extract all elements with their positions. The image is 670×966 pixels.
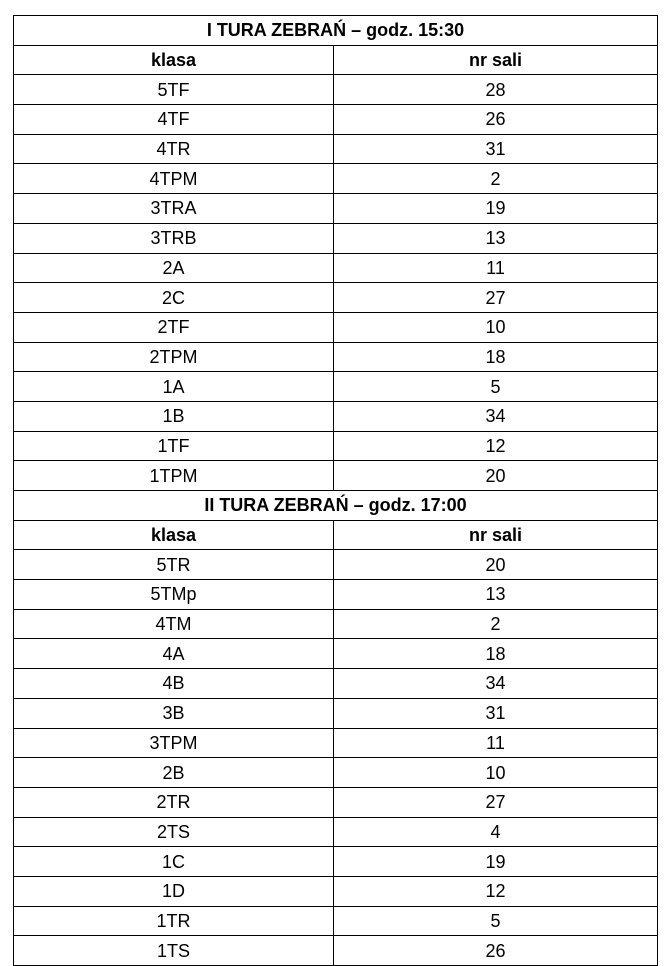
room-cell: 18	[334, 639, 658, 669]
schedule-table	[13, 15, 658, 966]
table-row	[14, 758, 658, 788]
room-cell: 20	[334, 550, 658, 580]
class-cell: 2TPM	[14, 342, 334, 372]
room-cell: 5	[334, 906, 658, 936]
room-cell: 12	[334, 431, 658, 461]
class-cell: 3TPM	[14, 728, 334, 758]
section-title: I TURA ZEBRAŃ – godz. 15:30	[14, 16, 658, 46]
class-cell: 2C	[14, 283, 334, 313]
table-row	[14, 401, 658, 431]
column-header-room: nr sali	[334, 45, 658, 75]
room-cell: 20	[334, 461, 658, 491]
room-cell: 13	[334, 223, 658, 253]
table-row	[14, 639, 658, 669]
column-header-room: nr sali	[334, 520, 658, 550]
table-row	[14, 75, 658, 105]
class-cell: 4TM	[14, 609, 334, 639]
class-cell: 2TF	[14, 312, 334, 342]
room-cell: 31	[334, 698, 658, 728]
section-title-row	[14, 491, 658, 521]
table-row	[14, 223, 658, 253]
table-row	[14, 194, 658, 224]
table-row	[14, 787, 658, 817]
room-cell: 10	[334, 758, 658, 788]
class-cell: 3TRA	[14, 194, 334, 224]
class-cell: 1B	[14, 401, 334, 431]
table-row	[14, 906, 658, 936]
table-row	[14, 728, 658, 758]
class-cell: 1TR	[14, 906, 334, 936]
class-cell: 1C	[14, 847, 334, 877]
room-cell: 28	[334, 75, 658, 105]
room-cell: 2	[334, 609, 658, 639]
class-cell: 3B	[14, 698, 334, 728]
room-cell: 11	[334, 253, 658, 283]
room-cell: 26	[334, 105, 658, 135]
class-cell: 4TPM	[14, 164, 334, 194]
column-header-class: klasa	[14, 45, 334, 75]
room-cell: 31	[334, 134, 658, 164]
table-row	[14, 134, 658, 164]
class-cell: 1TF	[14, 431, 334, 461]
table-row	[14, 342, 658, 372]
class-cell: 4B	[14, 669, 334, 699]
table-row	[14, 936, 658, 966]
table-row	[14, 253, 658, 283]
table-row	[14, 817, 658, 847]
room-cell: 11	[334, 728, 658, 758]
header-row	[14, 520, 658, 550]
meeting-schedule	[13, 15, 657, 966]
table-row	[14, 164, 658, 194]
class-cell: 2A	[14, 253, 334, 283]
class-cell: 5TMp	[14, 580, 334, 610]
section-title-row	[14, 16, 658, 46]
class-cell: 5TF	[14, 75, 334, 105]
room-cell: 4	[334, 817, 658, 847]
table-row	[14, 876, 658, 906]
class-cell: 1D	[14, 876, 334, 906]
table-row	[14, 669, 658, 699]
room-cell: 34	[334, 401, 658, 431]
table-row	[14, 105, 658, 135]
table-row	[14, 312, 658, 342]
table-row	[14, 698, 658, 728]
class-cell: 3TRB	[14, 223, 334, 253]
header-row	[14, 45, 658, 75]
class-cell: 2B	[14, 758, 334, 788]
column-header-class: klasa	[14, 520, 334, 550]
class-cell: 1TPM	[14, 461, 334, 491]
table-row	[14, 847, 658, 877]
class-cell: 2TR	[14, 787, 334, 817]
table-row	[14, 283, 658, 313]
room-cell: 10	[334, 312, 658, 342]
table-row	[14, 372, 658, 402]
schedule-table-body	[14, 16, 658, 966]
room-cell: 19	[334, 847, 658, 877]
room-cell: 27	[334, 283, 658, 313]
room-cell: 5	[334, 372, 658, 402]
room-cell: 27	[334, 787, 658, 817]
table-row	[14, 461, 658, 491]
class-cell: 4A	[14, 639, 334, 669]
room-cell: 34	[334, 669, 658, 699]
class-cell: 1TS	[14, 936, 334, 966]
room-cell: 19	[334, 194, 658, 224]
room-cell: 12	[334, 876, 658, 906]
section-title: II TURA ZEBRAŃ – godz. 17:00	[14, 491, 658, 521]
table-row	[14, 431, 658, 461]
table-row	[14, 550, 658, 580]
room-cell: 18	[334, 342, 658, 372]
table-row	[14, 580, 658, 610]
class-cell: 4TF	[14, 105, 334, 135]
room-cell: 26	[334, 936, 658, 966]
table-row	[14, 609, 658, 639]
class-cell: 5TR	[14, 550, 334, 580]
class-cell: 1A	[14, 372, 334, 402]
class-cell: 2TS	[14, 817, 334, 847]
class-cell: 4TR	[14, 134, 334, 164]
room-cell: 2	[334, 164, 658, 194]
room-cell: 13	[334, 580, 658, 610]
